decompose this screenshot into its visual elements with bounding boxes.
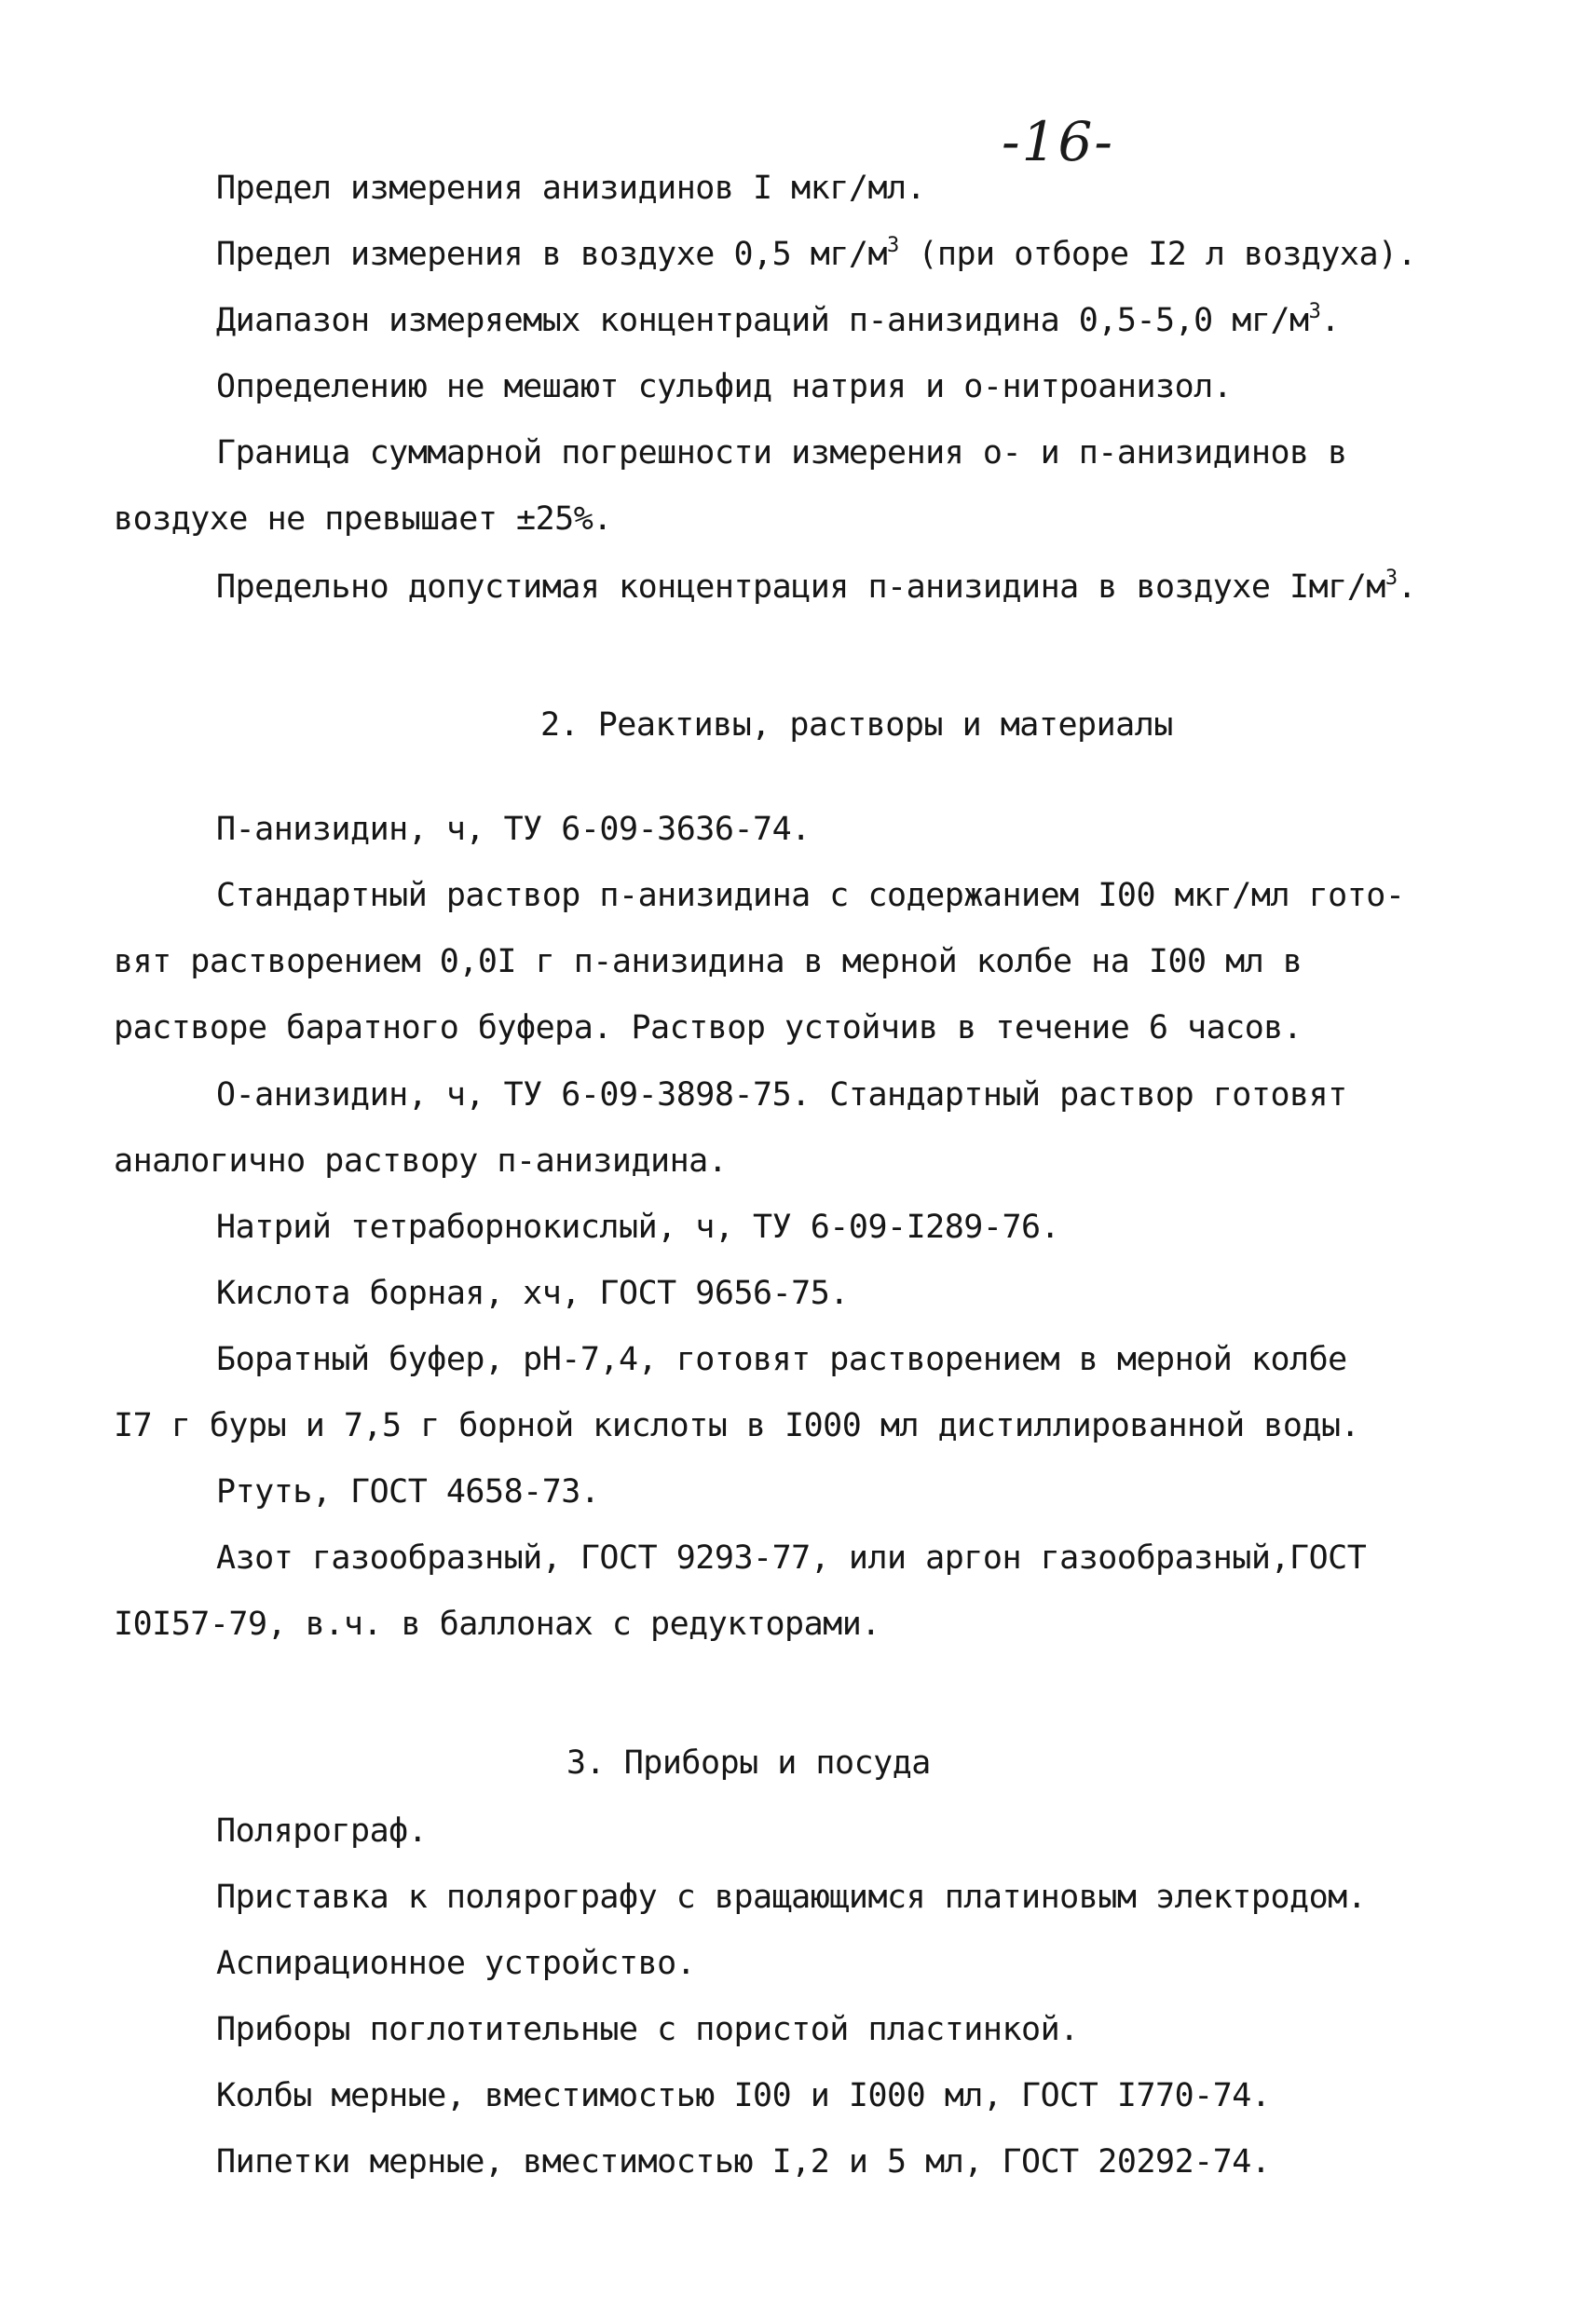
superscript: 3 [887, 234, 899, 257]
superscript: 3 [1385, 567, 1398, 590]
page-number: -16- [1002, 110, 1114, 173]
text-line: О-анизидин, ч, ТУ 6-09-3898-75. Стандартный раствор готовят [216, 1076, 1347, 1114]
text-line-body: Диапазон измеряемых концентраций п-анизидина 0,5-5,0 мг/м [216, 302, 1309, 339]
text-line-body: Предельно допустимая концентрация п-анизидина в воздухе Iмг/м [216, 568, 1385, 606]
text-line: Натрий тетраборнокислый, ч, ТУ 6-09-I289-76. [216, 1209, 1060, 1246]
text-line: Стандартный раствор п-анизидина с содержанием I00 мкг/мл гото- [216, 877, 1405, 914]
text-line-body: Предел измерения в воздухе 0,5 мг/м [216, 236, 888, 273]
text-line: Предел измерения анизидинов I мкг/мл. [216, 170, 926, 207]
text-line: Определению не мешают сульфид натрия и о-нитроанизол. [216, 368, 1233, 405]
text-line [216, 236, 1416, 273]
text-line: Приборы поглотительные с пористой пластинкой. [216, 2011, 1079, 2048]
text-line: Приставка к полярографу с вращающимся платиновым электродом. [216, 1879, 1367, 1916]
text-line: аналогично раствору п-анизидина. [114, 1142, 728, 1180]
text-line [216, 568, 1416, 606]
text-line: I0I57-79, в.ч. в баллонах с редукторами. [114, 1606, 880, 1643]
text-line: растворе баратного буфера. Раствор устойчив в течение 6 часов. [114, 1009, 1303, 1046]
text-line: I7 г буры и 7,5 г борной кислоты в I000 мл дистиллированной воды. [114, 1407, 1360, 1444]
text-line-tail: . [1397, 568, 1417, 606]
text-line: Ртуть, ГОСТ 4658-73. [216, 1473, 600, 1511]
text-line: Аспирационное устройство. [216, 1945, 696, 1982]
text-line: вят растворением 0,0I г п-анизидина в мерной колбе на I00 мл в [114, 943, 1303, 980]
section-heading: 3. Приборы и посуда [566, 1744, 931, 1782]
text-line: Пипетки мерные, вместимостью I,2 и 5 мл, ГОСТ 20292-74. [216, 2143, 1271, 2181]
text-line: воздухе не превышает ±25%. [114, 500, 612, 538]
text-line: Азот газообразный, ГОСТ 9293-77, или аргон газообразный,ГОСТ [216, 1539, 1367, 1577]
text-line: П-анизидин, ч, ТУ 6-09-3636-74. [216, 811, 811, 848]
text-line-tail: . [1320, 302, 1340, 339]
superscript: 3 [1308, 300, 1321, 323]
text-line [216, 302, 1340, 339]
text-line: Граница суммарной погрешности измерения о- и п-анизидинов в [216, 434, 1347, 472]
text-line: Кислота борная, хч, ГОСТ 9656-75. [216, 1275, 849, 1312]
text-line: Полярограф. [216, 1812, 428, 1850]
section-heading: 2. Реактивы, растворы и материалы [540, 706, 1173, 744]
text-line-tail: (при отборе I2 л воздуха). [898, 236, 1417, 273]
text-line: Боратный буфер, рН-7,4, готовят растворением в мерной колбе [216, 1341, 1347, 1378]
text-line: Колбы мерные, вместимостью I00 и I000 мл, ГОСТ I770-74. [216, 2077, 1271, 2114]
